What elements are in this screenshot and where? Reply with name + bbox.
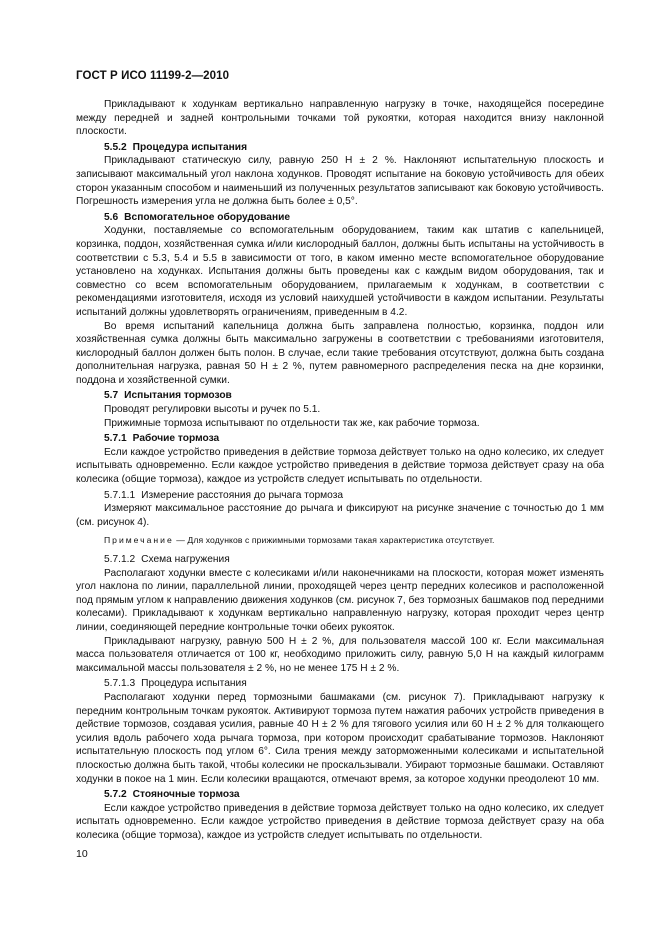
paragraph: Измеряют максимальное расстояние до рычага и фиксируют на рисунке значение с точностью до 1 мм (см. рисунок 4). bbox=[76, 503, 604, 528]
paragraph: Если каждое устройство приведения в действие тормоза действует только на одно колесико, их следует испытать одновременно. Если каждое устройство приведения в действие тормоза действует сразу на оба колесика (общие тормоза), каждое из устройств следует испытывать по отдельности. bbox=[76, 802, 604, 841]
paragraph: Ходунки, поставляемые со вспомогательным оборудованием, таким как штатив с капельницей, корзинка, поддон, хозяйственная сумка и/или кислородный баллон, должны быть испытаны на устойчивость в соответствии с 5.3, 5.4 и 5.5 в зависимости от того, в каком именно месте вспомогательное оборудование установлено на ходунках. Испытания должны быть проведены как с каждым видом оборудования, так и совместно со всем вспомогательным оборудованием, прилагаемым к ходункам, в соответствии с рекомендациями изготовителя, исходя из условий наихудшей устойчивости в каждом испытании. Результаты испытаний должны удовлетворять ограничениям, приведенным в 4.2. bbox=[76, 225, 604, 318]
section-heading bbox=[76, 432, 604, 446]
section-title: Процедура испытания bbox=[132, 141, 248, 153]
note-text: — Для ходунков с прижимными тормозами такая характеристика отсутствует. bbox=[176, 535, 495, 546]
subsection-title: Измерение расстояния до рычага тормоза bbox=[141, 489, 344, 501]
section-title: Рабочие тормоза bbox=[132, 433, 220, 445]
paragraph: Если каждое устройство приведения в действие тормоза действует только на одно колесико, их следует испытывать одновременно. Если каждое устройство приведения в действие тормоза действует сразу на оба колесика (общие тормоза), каждое из устройств следует испытывать по отдельности. bbox=[76, 446, 604, 486]
subsection-heading bbox=[76, 677, 604, 691]
subsection-title: Процедура испытания bbox=[141, 678, 247, 690]
note-label: Примечание bbox=[104, 535, 174, 546]
paragraph: Прижимные тормоза испытывают по отдельности так же, как рабочие тормоза. bbox=[104, 417, 480, 429]
paragraph: Проводят регулировки высоты и ручек по 5.1. bbox=[104, 404, 321, 416]
section-title: Испытания тормозов bbox=[124, 390, 232, 402]
section-heading bbox=[76, 788, 604, 802]
section-number: 5.7.2 bbox=[104, 789, 127, 801]
section-number: 5.7 bbox=[104, 390, 119, 402]
page-header: ГОСТ Р ИСО 11199-2—2010 bbox=[76, 70, 230, 82]
paragraph: Прикладывают к ходункам вертикально направленную нагрузку в точке, находящейся посередине между передней и задней контрольными точками той рукоятки, которая находится внизу наклонной плоскости. bbox=[76, 99, 604, 138]
page-number: 10 bbox=[76, 848, 88, 860]
document-body bbox=[76, 98, 604, 842]
subsection-heading bbox=[76, 489, 604, 503]
note bbox=[76, 534, 604, 548]
subsection-number: 5.7.1.2 bbox=[104, 554, 136, 565]
section-number: 5.6 bbox=[104, 211, 119, 223]
section-title: Стояночные тормоза bbox=[132, 789, 240, 801]
section-heading bbox=[76, 389, 604, 403]
section-heading bbox=[76, 141, 604, 155]
paragraph: Располагают ходунки вместе с колесиками и/или наконечниками на плоскости, которая может изменять угол наклона по линии, параллельной линии, проходящей через центр передних колесиков и расположенной под прямым углом к направлению движения ходунков (см. рисунок 7, без тормозных башмаков под передними колесами). Прикладывают к ходункам вертикально направленную нагрузку, которая проходит через центр линии, соединяющей передние контрольные точки обеих рукояток. bbox=[76, 567, 604, 633]
subsection-title: Схема нагружения bbox=[141, 554, 230, 565]
section-number: 5.7.1 bbox=[104, 433, 127, 445]
section-number: 5.5.2 bbox=[104, 141, 127, 153]
subsection-number: 5.7.1.3 bbox=[104, 678, 136, 690]
paragraph: Во время испытаний капельница должна быть заправлена полностью, корзинка, поддон или хозяйственная сумка должны быть максимально загружены в соответствии с требованиями изготовителя, кислородный баллон должен быть полон. В случае, если такие требования отсутствуют, должна быть создана дополнительная нагрузка, равная 50 Н ± 2 %, путем равномерного распределения песка на дне корзинки, поддона и хозяйственной сумки. bbox=[76, 320, 604, 386]
paragraph: Располагают ходунки перед тормозными башмаками (см. рисунок 7). Прикладывают нагрузку к передним контрольным точкам рукояток. Активируют тормоза путем нажатия рабочих устройств приведения в действие тормозов, создавая усилия, равные 40 Н ± 2 % для тягового усилия или 60 Н ± 2 % для толкающего усилия вдоль рабочего хода рычага тормоза, при котором происходит срабатывание тормозов. Наклоняют испытательную плоскость под углом 6°. Сила трения между заторможенными колесиками и испытательной плоскостью должна быть такой, чтобы колесики не проскальзывали. Убирают тормозные башмаки. Оставляют ходунки в покое на 1 мин. Если колесики вращаются, отмечают время, за которое ходунки преодолеют 10 мм. bbox=[76, 691, 604, 785]
section-title: Вспомогательное оборудование bbox=[124, 211, 291, 223]
subsection-heading bbox=[76, 553, 604, 567]
subsection-number: 5.7.1.1 bbox=[104, 489, 136, 501]
section-heading bbox=[76, 211, 604, 225]
paragraph: Прикладывают нагрузку, равную 500 Н ± 2 %, для пользователя массой 100 кг. Если максимальная масса пользователя отличается от 100 кг, необходимо приложить силу, равную 5,0 Н на каждый килограмм максимальной массы пользователя ± 2 %, но не менее 175 Н ± 2 %. bbox=[76, 635, 604, 674]
paragraph: Прикладывают статическую силу, равную 250 Н ± 2 %. Наклоняют испытательную плоскость и записывают максимальный угол наклона ходунков. Проводят испытание на боковую устойчивость для обеих сторон указанным способом и наименьший из полученных результатов записывают как боковую устойчивость. Погрешность измерения угла не должна быть более ± 0,5°. bbox=[76, 155, 604, 208]
